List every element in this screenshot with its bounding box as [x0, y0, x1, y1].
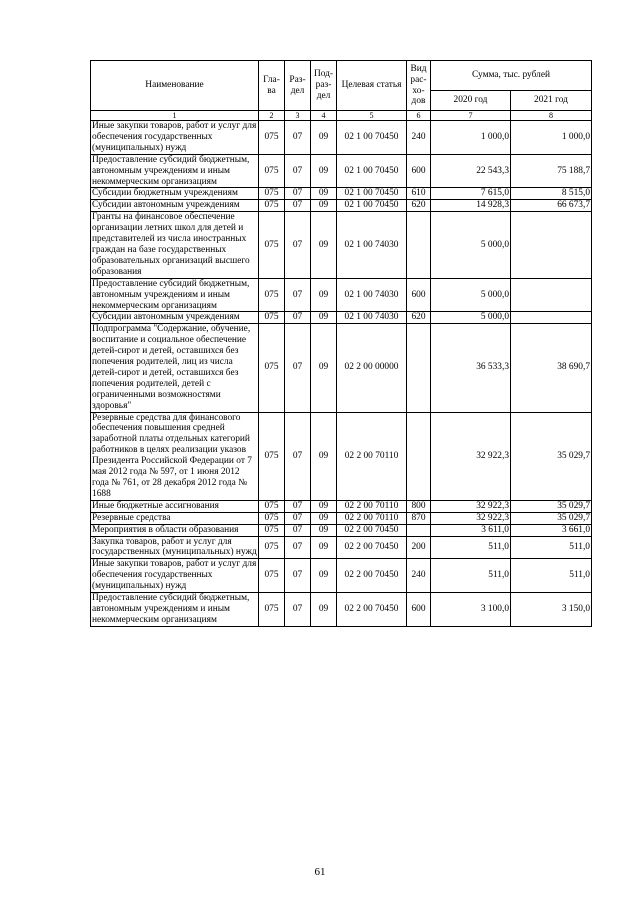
header-name: Наименование	[91, 61, 259, 111]
row-razdel-cell: 07	[285, 212, 311, 278]
row-podrazdel-cell: 09	[311, 121, 337, 155]
row-expense-type-cell: 870	[407, 512, 431, 524]
row-target-article-cell: 02 2 00 70450	[337, 524, 407, 536]
row-razdel-cell: 07	[285, 312, 311, 324]
row-razdel-cell: 07	[285, 559, 311, 593]
row-expense-type-cell: 600	[407, 593, 431, 627]
header-expense-type: Вид рас-хо-дов	[407, 61, 431, 111]
column-number: 6	[407, 111, 431, 121]
row-target-article-cell: 02 1 00 70450	[337, 154, 407, 188]
row-sum-2021-cell: 511,0	[511, 559, 592, 593]
row-target-article-cell: 02 1 00 74030	[337, 212, 407, 278]
row-expense-type-cell	[407, 524, 431, 536]
row-target-article-cell: 02 2 00 70110	[337, 500, 407, 512]
row-podrazdel-cell: 09	[311, 188, 337, 200]
row-target-article-cell: 02 2 00 70110	[337, 412, 407, 500]
row-sum-2021-cell: 3 661,0	[511, 524, 592, 536]
row-podrazdel-cell: 09	[311, 412, 337, 500]
header-year-2020: 2020 год	[431, 91, 511, 111]
row-razdel-cell: 07	[285, 154, 311, 188]
row-sum-2021-cell: 35 029,7	[511, 500, 592, 512]
row-razdel-cell: 07	[285, 500, 311, 512]
row-sum-2021-cell: 75 188,7	[511, 154, 592, 188]
row-expense-type-cell	[407, 324, 431, 412]
row-sum-2020-cell: 511,0	[431, 559, 511, 593]
row-sum-2021-cell: 1 000,0	[511, 121, 592, 155]
row-podrazdel-cell: 09	[311, 512, 337, 524]
row-sum-2021-cell: 38 690,7	[511, 324, 592, 412]
row-glava-cell: 075	[259, 278, 285, 312]
row-razdel-cell: 07	[285, 324, 311, 412]
row-razdel-cell: 07	[285, 536, 311, 559]
row-podrazdel-cell: 09	[311, 524, 337, 536]
row-sum-2021-cell	[511, 212, 592, 278]
row-podrazdel-cell: 09	[311, 536, 337, 559]
row-glava-cell: 075	[259, 559, 285, 593]
row-sum-2020-cell: 32 922,3	[431, 512, 511, 524]
row-sum-2020-cell: 32 922,3	[431, 500, 511, 512]
row-expense-type-cell: 620	[407, 312, 431, 324]
table-row	[91, 278, 592, 312]
row-name-cell: Субсидии автономным учреждениям	[91, 200, 259, 212]
row-glava-cell: 075	[259, 593, 285, 627]
table-row	[91, 512, 592, 524]
row-name-cell: Иные закупки товаров, работ и услуг для обеспечения государственных (муниципальных) нужд	[91, 121, 259, 155]
row-sum-2021-cell: 3 150,0	[511, 593, 592, 627]
row-razdel-cell: 07	[285, 200, 311, 212]
row-sum-2020-cell: 1 000,0	[431, 121, 511, 155]
row-expense-type-cell: 600	[407, 154, 431, 188]
row-name-cell: Предоставление субсидий бюджетным, автономным учреждениям и иным некоммерческим организациям	[91, 154, 259, 188]
row-podrazdel-cell: 09	[311, 212, 337, 278]
row-glava-cell: 075	[259, 512, 285, 524]
table-row	[91, 593, 592, 627]
row-glava-cell: 075	[259, 524, 285, 536]
row-sum-2021-cell	[511, 312, 592, 324]
row-podrazdel-cell: 09	[311, 500, 337, 512]
row-expense-type-cell: 200	[407, 536, 431, 559]
row-name-cell: Предоставление субсидий бюджетным, автономным учреждениям и иным некоммерческим организациям	[91, 278, 259, 312]
row-podrazdel-cell: 09	[311, 593, 337, 627]
row-name-cell: Мероприятия в области образования	[91, 524, 259, 536]
row-glava-cell: 075	[259, 154, 285, 188]
row-razdel-cell: 07	[285, 121, 311, 155]
row-sum-2021-cell: 511,0	[511, 536, 592, 559]
row-name-cell: Субсидии бюджетным учреждениям	[91, 188, 259, 200]
row-podrazdel-cell: 09	[311, 154, 337, 188]
row-sum-2020-cell: 511,0	[431, 536, 511, 559]
row-podrazdel-cell: 09	[311, 559, 337, 593]
row-sum-2021-cell	[511, 278, 592, 312]
row-glava-cell: 075	[259, 412, 285, 500]
row-expense-type-cell: 620	[407, 200, 431, 212]
header-glava: Гла-ва	[259, 61, 285, 111]
row-sum-2020-cell: 36 533,3	[431, 324, 511, 412]
row-expense-type-cell: 240	[407, 559, 431, 593]
row-glava-cell: 075	[259, 212, 285, 278]
row-target-article-cell: 02 1 00 70450	[337, 188, 407, 200]
table-row	[91, 524, 592, 536]
table-row	[91, 200, 592, 212]
row-glava-cell: 075	[259, 324, 285, 412]
column-number: 3	[285, 111, 311, 121]
row-target-article-cell: 02 2 00 70110	[337, 512, 407, 524]
row-razdel-cell: 07	[285, 524, 311, 536]
row-sum-2020-cell: 14 928,3	[431, 200, 511, 212]
column-number: 4	[311, 111, 337, 121]
header-sum: Сумма, тыс. рублей	[431, 61, 592, 91]
table-body	[91, 121, 592, 627]
row-expense-type-cell	[407, 412, 431, 500]
row-podrazdel-cell: 09	[311, 312, 337, 324]
row-target-article-cell: 02 2 00 70450	[337, 559, 407, 593]
column-number: 2	[259, 111, 285, 121]
row-sum-2020-cell: 7 615,0	[431, 188, 511, 200]
row-expense-type-cell	[407, 212, 431, 278]
table-row	[91, 500, 592, 512]
budget-table	[90, 60, 592, 627]
row-name-cell: Гранты на финансовое обеспечение организации летних школ для детей и представителей из числа иностранных граждан на базе государственных образовательных организаций высшего образования	[91, 212, 259, 278]
row-target-article-cell: 02 1 00 74030	[337, 312, 407, 324]
row-glava-cell: 075	[259, 188, 285, 200]
row-glava-cell: 075	[259, 536, 285, 559]
row-target-article-cell: 02 1 00 70450	[337, 200, 407, 212]
table-row	[91, 121, 592, 155]
row-target-article-cell: 02 1 00 74030	[337, 278, 407, 312]
header-target-article: Целевая статья	[337, 61, 407, 111]
row-razdel-cell: 07	[285, 412, 311, 500]
column-number: 7	[431, 111, 511, 121]
row-sum-2021-cell: 35 029,7	[511, 412, 592, 500]
row-expense-type-cell: 600	[407, 278, 431, 312]
row-sum-2020-cell: 5 000,0	[431, 278, 511, 312]
row-expense-type-cell: 800	[407, 500, 431, 512]
row-sum-2020-cell: 32 922,3	[431, 412, 511, 500]
row-name-cell: Резервные средства для финансового обеспечения повышения средней заработной платы отдельных категорий работников в целях реализации указов Президента Российской Федерации от 7 мая 2012 года № 597, от 1 июня 2012 года № 761, от 28 декабря 2012 года № 1688	[91, 412, 259, 500]
table-row	[91, 154, 592, 188]
row-sum-2020-cell: 5 000,0	[431, 312, 511, 324]
row-target-article-cell: 02 2 00 00000	[337, 324, 407, 412]
row-name-cell: Субсидии автономным учреждениям	[91, 312, 259, 324]
row-expense-type-cell: 240	[407, 121, 431, 155]
row-target-article-cell: 02 1 00 70450	[337, 121, 407, 155]
table-row	[91, 412, 592, 500]
row-glava-cell: 075	[259, 312, 285, 324]
row-podrazdel-cell: 09	[311, 200, 337, 212]
row-expense-type-cell: 610	[407, 188, 431, 200]
row-name-cell: Иные закупки товаров, работ и услуг для обеспечения государственных (муниципальных) нужд	[91, 559, 259, 593]
row-sum-2020-cell: 22 543,3	[431, 154, 511, 188]
row-razdel-cell: 07	[285, 188, 311, 200]
row-podrazdel-cell: 09	[311, 324, 337, 412]
column-number: 1	[91, 111, 259, 121]
row-name-cell: Иные бюджетные ассигнования	[91, 500, 259, 512]
row-sum-2021-cell: 8 515,0	[511, 188, 592, 200]
row-glava-cell: 075	[259, 121, 285, 155]
row-name-cell: Закупка товаров, работ и услуг для государственных (муниципальных) нужд	[92, 536, 257, 558]
page-number: 61	[314, 866, 326, 878]
table-row	[91, 536, 592, 559]
row-sum-2021-cell: 66 673,7	[511, 200, 592, 212]
column-number: 5	[337, 111, 407, 121]
row-sum-2020-cell: 5 000,0	[431, 212, 511, 278]
row-razdel-cell: 07	[285, 278, 311, 312]
row-sum-2020-cell: 3 611,0	[431, 524, 511, 536]
row-name-cell: Предоставление субсидий бюджетным, автономным учреждениям и иным некоммерческим организациям	[91, 593, 259, 627]
row-glava-cell: 075	[259, 200, 285, 212]
header-year-2021: 2021 год	[511, 91, 592, 111]
table-row	[91, 312, 592, 324]
table-row	[91, 212, 592, 278]
table-row	[91, 559, 592, 593]
row-glava-cell: 075	[259, 500, 285, 512]
row-target-article-cell: 02 2 00 70450	[337, 536, 407, 559]
table-row	[91, 324, 592, 412]
row-razdel-cell: 07	[285, 593, 311, 627]
row-name-cell: Резервные средства	[91, 512, 259, 524]
header-razdel: Раз-дел	[285, 61, 311, 111]
row-razdel-cell: 07	[285, 512, 311, 524]
row-sum-2020-cell: 3 100,0	[431, 593, 511, 627]
header-podrazdel: Под-раз-дел	[311, 61, 337, 111]
row-sum-2021-cell: 35 029,7	[511, 512, 592, 524]
column-number: 8	[511, 111, 592, 121]
row-target-article-cell: 02 2 00 70450	[337, 593, 407, 627]
row-podrazdel-cell: 09	[311, 278, 337, 312]
row-name-cell: Подпрограмма "Содержание, обучение, воспитание и социальное обеспечение детей-сирот и детей, оставшихся без попечения родителей, лиц из числа детей-сирот и детей, оставшихся без попечения родителей, детей с ограниченными возможностями здоровья"	[91, 324, 259, 412]
table-row	[91, 188, 592, 200]
